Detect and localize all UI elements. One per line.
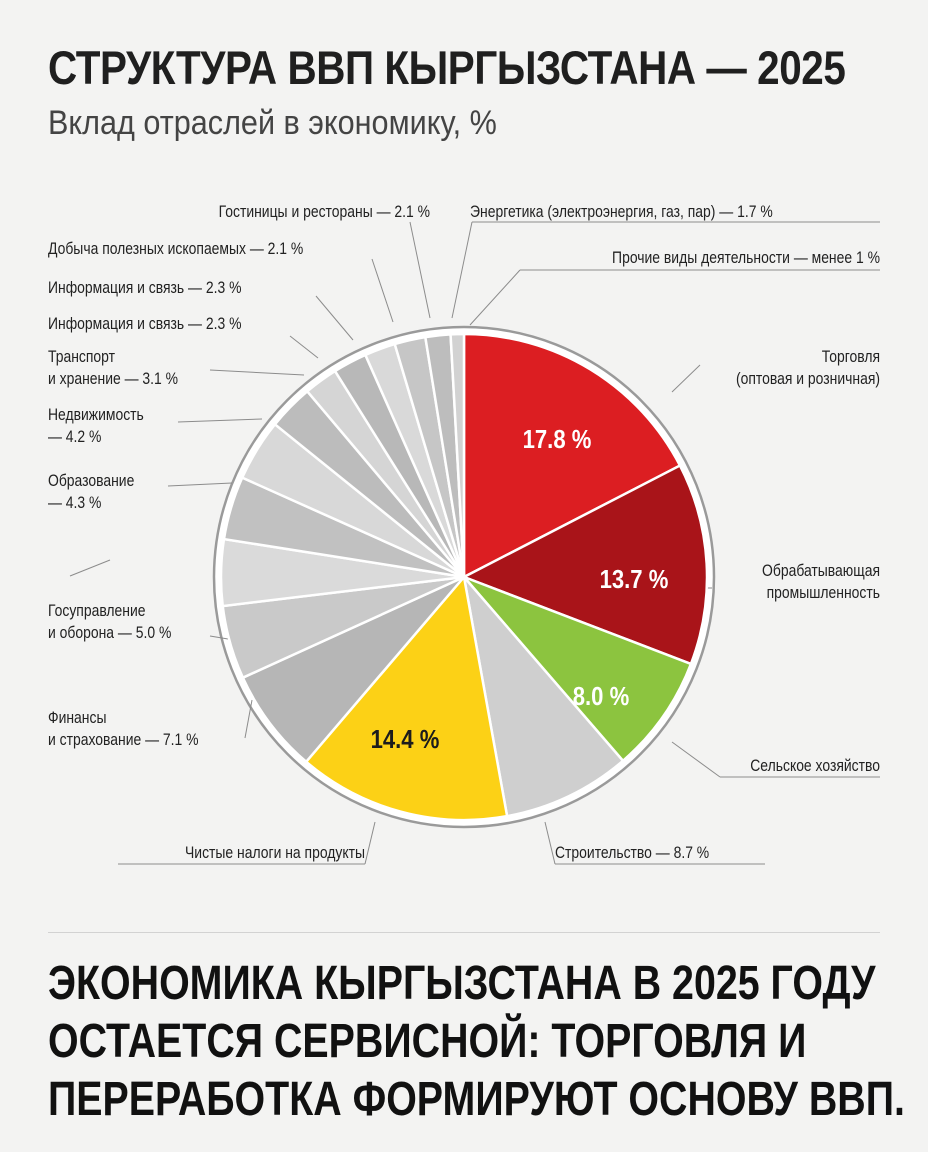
slice-category-label-1: Обрабатывающая промышленность <box>762 561 881 603</box>
slice-category-label-15: Энергетика (электроэнергия, газ, пар) — 1.7 % <box>470 202 773 222</box>
leader-line-8 <box>168 483 232 486</box>
slice-category-label-16: Прочие виды деятельности — менее 1 % <box>612 248 880 268</box>
leader-line-10 <box>210 370 304 375</box>
slice-category-label-14: Гостиницы и рестораны — 2.1 % <box>218 202 430 222</box>
slice-category-label-5: Финансы и страхование — 7.1 % <box>48 708 199 750</box>
slice-value-label-1: 13.7 % <box>599 565 669 595</box>
leader-line-0 <box>672 365 700 392</box>
slice-category-label-8: Образование — 4.3 % <box>48 471 135 513</box>
leader-line-15 <box>452 222 472 318</box>
leader-line-12 <box>316 296 353 340</box>
footer-headline <box>48 955 905 1129</box>
leader-line-13 <box>372 259 393 322</box>
slice-category-label-0: Торговля (оптовая и розничная) <box>735 347 881 389</box>
slice-category-label-12: Информация и связь — 2.3 % <box>48 278 242 298</box>
leader-tick-3 <box>545 822 555 864</box>
leader-line-16 <box>470 270 520 325</box>
slice-category-label-9: Недвижимость — 4.2 % <box>48 405 144 447</box>
footer-line-3: ПЕРЕРАБОТКА ФОРМИРУЮТ ОСНОВУ ВВП. <box>48 1073 905 1126</box>
chart-title: СТРУКТУРА ВВП КЫРГЫЗСТАНА — 2025 <box>48 41 846 94</box>
footer-line-2: ОСТАЕТСЯ СЕРВИСНОЙ: ТОРГОВЛЯ И <box>48 1015 807 1068</box>
chart-subtitle: Вклад отраслей в экономику, % <box>48 104 497 142</box>
leader-line-7 <box>70 560 110 576</box>
slice-value-label-0: 17.8 % <box>522 425 592 455</box>
slice-category-label-4: Чистые налоги на продукты <box>185 843 366 863</box>
slice-category-label-2: Сельское хозяйство <box>750 756 881 776</box>
leader-line-11 <box>290 336 318 358</box>
slice-value-label-4: 14.4 % <box>370 725 440 755</box>
leader-line-14 <box>410 222 430 318</box>
slice-category-label-6: Госуправление и оборона — 5.0 % <box>48 601 172 643</box>
slice-value-label-2: 8.0 % <box>572 682 630 712</box>
slice-category-label-3: Строительство — 8.7 % <box>555 843 710 863</box>
leader-line-2 <box>672 742 720 777</box>
leader-tick-4 <box>365 822 375 864</box>
leader-line-9 <box>178 419 262 422</box>
slice-category-label-10: Транспорт и хранение — 3.1 % <box>48 347 179 389</box>
slice-category-label-13: Добыча полезных ископаемых — 2.1 % <box>48 239 304 259</box>
footer-line-1: ЭКОНОМИКА КЫРГЫЗСТАНА В 2025 ГОДУ <box>48 957 876 1010</box>
divider <box>48 932 880 933</box>
slice-category-label-11: Информация и связь — 2.3 % <box>48 314 242 334</box>
